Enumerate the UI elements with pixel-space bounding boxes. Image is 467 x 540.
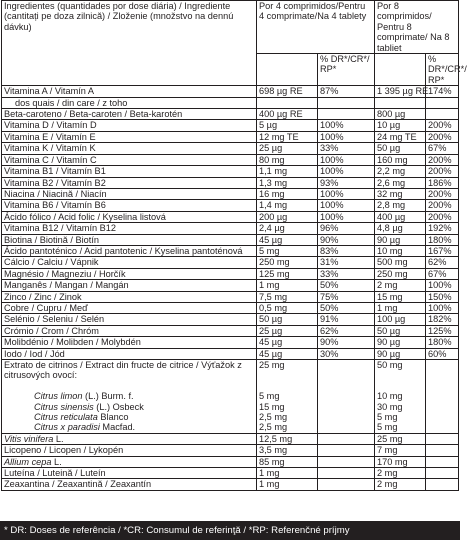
extract-row — [2, 479, 459, 490]
amount-4-tablets: 5 mg — [257, 245, 318, 256]
citrus-species-name: Citrus sinensis — [34, 401, 94, 412]
amount-8-tablets: 90 µg — [375, 234, 426, 245]
extract-amount-4: 85 mg — [257, 456, 318, 467]
amount-4-tablets: 80 mg — [257, 154, 318, 165]
citrus-species-author: (L.) Burm. f. — [82, 391, 134, 402]
nutrient-row — [2, 211, 459, 222]
nutrition-table — [1, 0, 467, 491]
amount-4-tablets — [257, 97, 318, 108]
pct-header-4: % DR*/CR*/ RP* — [318, 54, 375, 86]
nutrient-row — [2, 131, 459, 142]
extract-name-cell — [2, 479, 257, 490]
percent-4-tablets: 87% — [318, 86, 375, 97]
amount-8-tablets: 90 µg — [375, 348, 426, 359]
amount-8-tablets: 15 mg — [375, 291, 426, 302]
nutrient-row — [2, 177, 459, 188]
nutrient-name: dos quais / din care / z toho — [2, 97, 257, 108]
amount-8-tablets: 1 mg — [375, 302, 426, 313]
nutrient-row — [2, 109, 459, 120]
extract-percent-4 — [318, 433, 375, 444]
amount-4-tablets: 12 mg TE — [257, 131, 318, 142]
extract-percent-8 — [426, 479, 459, 490]
extract-amount-4: 1 mg — [257, 468, 318, 479]
percent-4-tablets: 100% — [318, 131, 375, 142]
extract-amount-4: 1 mg — [257, 479, 318, 490]
citrus-total-8: 50 mg — [377, 360, 403, 370]
nutrient-row — [2, 234, 459, 245]
citrus-species-line — [4, 402, 254, 412]
citrus-species-author: Blanco — [97, 412, 129, 423]
citrus-species-line — [4, 422, 254, 432]
percent-4-tablets: 50% — [318, 302, 375, 313]
amount-8-tablets: 250 mg — [375, 268, 426, 279]
extract-name-suffix: L. — [53, 433, 64, 444]
percent-4-tablets: 83% — [318, 245, 375, 256]
nutrient-name: Vitamina B1 / Vitamín B1 — [2, 166, 257, 177]
extract-percent-8 — [426, 456, 459, 467]
citrus-species-amount-8: 30 mg — [377, 401, 403, 412]
nutrient-row — [2, 280, 459, 291]
percent-4-tablets — [318, 97, 375, 108]
citrus-species-line — [4, 412, 254, 422]
percent-4-tablets — [318, 109, 375, 120]
percent-8-tablets: 200% — [426, 166, 459, 177]
percent-4-tablets: 33% — [318, 268, 375, 279]
extract-amount-8: 25 mg — [375, 433, 426, 444]
citrus-species-amount-8: 5 mg — [377, 412, 398, 422]
extract-percent-4 — [318, 456, 375, 467]
nutrient-row — [2, 325, 459, 336]
percent-8-tablets: 200% — [426, 188, 459, 199]
nutrient-name: Ácido pantoténico / Acid pantotenic / Kyselina pantoténová — [2, 245, 257, 256]
nutrient-row — [2, 268, 459, 279]
nutrient-row — [2, 86, 459, 97]
subheader-empty-8 — [375, 54, 426, 86]
amount-8-tablets: 1 395 µg RE — [375, 86, 426, 97]
percent-8-tablets: 200% — [426, 120, 459, 131]
amount-8-tablets: 50 µg — [375, 143, 426, 154]
amount-8-tablets: 10 mg — [375, 245, 426, 256]
percent-4-tablets: 100% — [318, 211, 375, 222]
nutrient-name: Vitamina A / Vitamín A — [2, 86, 257, 97]
amount-4-tablets: 50 µg — [257, 314, 318, 325]
nutrient-name: Vitamina D / Vitamín D — [2, 120, 257, 131]
percent-8-tablets: 180% — [426, 337, 459, 348]
citrus-amount-8 — [375, 360, 426, 434]
amount-4-tablets: 1,3 mg — [257, 177, 318, 188]
percent-8-tablets: 200% — [426, 131, 459, 142]
nutrient-row — [2, 348, 459, 359]
extract-name-cell — [2, 445, 257, 456]
nutrient-name: Vitamina C / Vitamín C — [2, 154, 257, 165]
amount-4-tablets: 1,4 mg — [257, 200, 318, 211]
amount-4-tablets: 5 µg — [257, 120, 318, 131]
percent-4-tablets: 91% — [318, 314, 375, 325]
nutrient-name: Vitamina B2 / Vitamín B2 — [2, 177, 257, 188]
percent-8-tablets: 100% — [426, 280, 459, 291]
percent-8-tablets: 150% — [426, 291, 459, 302]
amount-4-tablets: 698 µg RE — [257, 86, 318, 97]
amount-4-tablets: 1 mg — [257, 280, 318, 291]
amount-4-tablets: 25 µg — [257, 143, 318, 154]
percent-8-tablets: 200% — [426, 211, 459, 222]
extract-row — [2, 456, 459, 467]
citrus-species-amount-4: 15 mg — [259, 401, 285, 412]
nutrient-name: Vitamina B12 / Vitamín B12 — [2, 223, 257, 234]
extract-percent-4 — [318, 468, 375, 479]
amount-4-tablets: 45 µg — [257, 234, 318, 245]
amount-4-tablets: 45 µg — [257, 348, 318, 359]
nutrient-name: Zinco / Zinc / Zinok — [2, 291, 257, 302]
percent-8-tablets: 200% — [426, 200, 459, 211]
citrus-species-line — [4, 391, 254, 401]
nutrient-name: Crómio / Crom / Chróm — [2, 325, 257, 336]
extract-percent-4 — [318, 445, 375, 456]
percent-4-tablets: 33% — [318, 143, 375, 154]
amount-8-tablets: 24 mg TE — [375, 131, 426, 142]
nutrient-name: Iodo / Iod / Jód — [2, 348, 257, 359]
extract-row — [2, 468, 459, 479]
percent-8-tablets: 182% — [426, 314, 459, 325]
extract-name-suffix: L. — [51, 456, 62, 467]
amount-8-tablets: 100 µg — [375, 314, 426, 325]
amount-4-tablets: 200 µg — [257, 211, 318, 222]
nutrient-name: Beta-caroteno / Beta-caroten / Beta-karotén — [2, 109, 257, 120]
percent-4-tablets: 30% — [318, 348, 375, 359]
extract-percent-8 — [426, 468, 459, 479]
citrus-percent-8 — [426, 360, 459, 434]
nutrient-name: Molibdénio / Molibden / Molybdén — [2, 337, 257, 348]
amount-8-tablets: 10 µg — [375, 120, 426, 131]
percent-8-tablets: 174% — [426, 86, 459, 97]
extract-name: Vitis vinifera — [4, 433, 54, 444]
percent-8-tablets — [426, 109, 459, 120]
amount-8-tablets: 2,2 mg — [375, 166, 426, 177]
amount-8-tablets: 2,8 mg — [375, 200, 426, 211]
extract-row — [2, 445, 459, 456]
nutrient-row — [2, 337, 459, 348]
header-4-tablets: Por 4 comprimidos/Pentru 4 comprimate/Na 4 tablety — [257, 1, 375, 54]
nutrient-name: Magnésio / Magneziu / Horčík — [2, 268, 257, 279]
amount-4-tablets: 16 mg — [257, 188, 318, 199]
amount-8-tablets: 32 mg — [375, 188, 426, 199]
nutrient-row — [2, 302, 459, 313]
extract-name: Licopeno / Licopen / Lykopén — [4, 445, 124, 456]
citrus-species-name: Citrus reticulata — [34, 412, 98, 423]
nutrient-row — [2, 97, 459, 108]
amount-4-tablets: 45 µg — [257, 337, 318, 348]
amount-8-tablets: 800 µg — [375, 109, 426, 120]
extract-amount-4: 12,5 mg — [257, 433, 318, 444]
percent-8-tablets: 125% — [426, 325, 459, 336]
percent-4-tablets: 96% — [318, 223, 375, 234]
percent-4-tablets: 100% — [318, 188, 375, 199]
nutrient-row — [2, 143, 459, 154]
nutrient-row — [2, 314, 459, 325]
percent-4-tablets: 31% — [318, 257, 375, 268]
nutrient-row — [2, 245, 459, 256]
citrus-extract-title: Extrato de citrinos / Extract din fructe de citrice / Výťažok z citrusových ovocí: — [4, 360, 242, 381]
extract-percent-8 — [426, 445, 459, 456]
percent-8-tablets: 200% — [426, 154, 459, 165]
amount-8-tablets: 4,8 µg — [375, 223, 426, 234]
percent-8-tablets: 192% — [426, 223, 459, 234]
extract-name-cell — [2, 468, 257, 479]
citrus-percent-4 — [318, 360, 375, 434]
amount-4-tablets: 125 mg — [257, 268, 318, 279]
amount-4-tablets: 0,5 mg — [257, 302, 318, 313]
percent-4-tablets: 93% — [318, 177, 375, 188]
pct-header-8: % DR*/CR*/ RP* — [426, 54, 459, 86]
citrus-amount-4 — [257, 360, 318, 434]
percent-8-tablets: 67% — [426, 268, 459, 279]
nutrient-name: Vitamina E / Vitamín E — [2, 131, 257, 142]
amount-8-tablets — [375, 97, 426, 108]
extract-row — [2, 433, 459, 444]
citrus-species-amount-4: 2,5 mg — [259, 412, 288, 422]
amount-8-tablets: 500 mg — [375, 257, 426, 268]
extract-percent-4 — [318, 479, 375, 490]
extract-amount-8: 170 mg — [375, 456, 426, 467]
citrus-species-author: (L.) Osbeck — [93, 401, 144, 412]
percent-4-tablets: 75% — [318, 291, 375, 302]
nutrient-row — [2, 257, 459, 268]
extract-name: Zeaxantina / Zeaxantină / Zeaxantín — [4, 479, 152, 490]
percent-8-tablets — [426, 97, 459, 108]
citrus-extract-cell — [2, 360, 257, 434]
nutrient-row — [2, 166, 459, 177]
amount-8-tablets: 2 mg — [375, 280, 426, 291]
header-ingredients: Ingredientes (quantidades por dose diária) / Ingrediente (cantitați pe doza zilnică) / Zloženie (množstvo na dennú dávku) — [2, 1, 257, 86]
extract-name-cell — [2, 433, 257, 444]
amount-8-tablets: 400 µg — [375, 211, 426, 222]
amount-4-tablets: 2,4 µg — [257, 223, 318, 234]
citrus-species-name: Citrus limon — [34, 391, 83, 402]
subheader-empty-4 — [257, 54, 318, 86]
extract-name: Luteína / Luteină / Luteín — [4, 468, 106, 479]
header-row — [2, 1, 459, 54]
amount-4-tablets: 400 µg RE — [257, 109, 318, 120]
nutrient-name: Vitamina K / Vitamín K — [2, 143, 257, 154]
extract-amount-8: 2 mg — [375, 468, 426, 479]
amount-8-tablets: 50 µg — [375, 325, 426, 336]
reference-footnote: * DR: Doses de referência / *CR: Consumul de referinţă / *RP: Referenčné príjmy — [0, 521, 460, 540]
nutrient-name: Selénio / Seleniu / Selén — [2, 314, 257, 325]
extract-percent-8 — [426, 433, 459, 444]
nutrient-name: Cobre / Cupru / Meď — [2, 302, 257, 313]
amount-4-tablets: 7,5 mg — [257, 291, 318, 302]
extract-name: Allium cepa — [4, 456, 52, 467]
nutrient-row — [2, 223, 459, 234]
nutrient-row — [2, 200, 459, 211]
extract-name-cell — [2, 456, 257, 467]
amount-4-tablets: 1,1 mg — [257, 166, 318, 177]
citrus-species-amount-8: 5 mg — [377, 422, 398, 433]
amount-4-tablets: 25 µg — [257, 325, 318, 336]
percent-4-tablets: 90% — [318, 337, 375, 348]
nutrient-name: Manganês / Mangan / Mangán — [2, 280, 257, 291]
citrus-species-name: Citrus x paradisi — [34, 422, 100, 433]
header-8-tablets: Por 8 comprimidos/ Pentru 8 comprimate/ Na 8 tabliet — [375, 1, 459, 54]
citrus-species-amount-8: 10 mg — [377, 391, 403, 402]
percent-4-tablets: 100% — [318, 120, 375, 131]
percent-8-tablets: 186% — [426, 177, 459, 188]
percent-8-tablets: 100% — [426, 302, 459, 313]
citrus-species-amount-4: 5 mg — [259, 391, 280, 402]
nutrient-name: Vitamina B6 / Vitamín B6 — [2, 200, 257, 211]
citrus-species-amount-4: 2,5 mg — [259, 422, 288, 433]
percent-8-tablets: 62% — [426, 257, 459, 268]
nutrient-name: Biotina / Biotină / Biotín — [2, 234, 257, 245]
amount-4-tablets: 250 mg — [257, 257, 318, 268]
percent-8-tablets: 180% — [426, 234, 459, 245]
percent-4-tablets: 62% — [318, 325, 375, 336]
amount-8-tablets: 90 µg — [375, 337, 426, 348]
percent-4-tablets: 50% — [318, 280, 375, 291]
nutrient-row — [2, 154, 459, 165]
citrus-extract-row — [2, 360, 459, 434]
nutrient-row — [2, 120, 459, 131]
percent-4-tablets: 100% — [318, 154, 375, 165]
nutrient-row — [2, 188, 459, 199]
citrus-total-4: 25 mg — [259, 360, 285, 370]
nutrient-row — [2, 291, 459, 302]
amount-8-tablets: 2,6 mg — [375, 177, 426, 188]
extract-amount-8: 7 mg — [375, 445, 426, 456]
nutrient-name: Cálcio / Calciu / Vápnik — [2, 257, 257, 268]
extract-amount-8: 2 mg — [375, 479, 426, 490]
percent-8-tablets: 60% — [426, 348, 459, 359]
extract-amount-4: 3,5 mg — [257, 445, 318, 456]
nutrient-name: Niacina / Niacină / Niacín — [2, 188, 257, 199]
citrus-species-author: Macfad. — [99, 422, 136, 433]
percent-4-tablets: 100% — [318, 200, 375, 211]
percent-8-tablets: 167% — [426, 245, 459, 256]
percent-4-tablets: 90% — [318, 234, 375, 245]
percent-4-tablets: 100% — [318, 166, 375, 177]
percent-8-tablets: 67% — [426, 143, 459, 154]
amount-8-tablets: 160 mg — [375, 154, 426, 165]
nutrient-name: Ácido fólico / Acid folic / Kyselina listová — [2, 211, 257, 222]
